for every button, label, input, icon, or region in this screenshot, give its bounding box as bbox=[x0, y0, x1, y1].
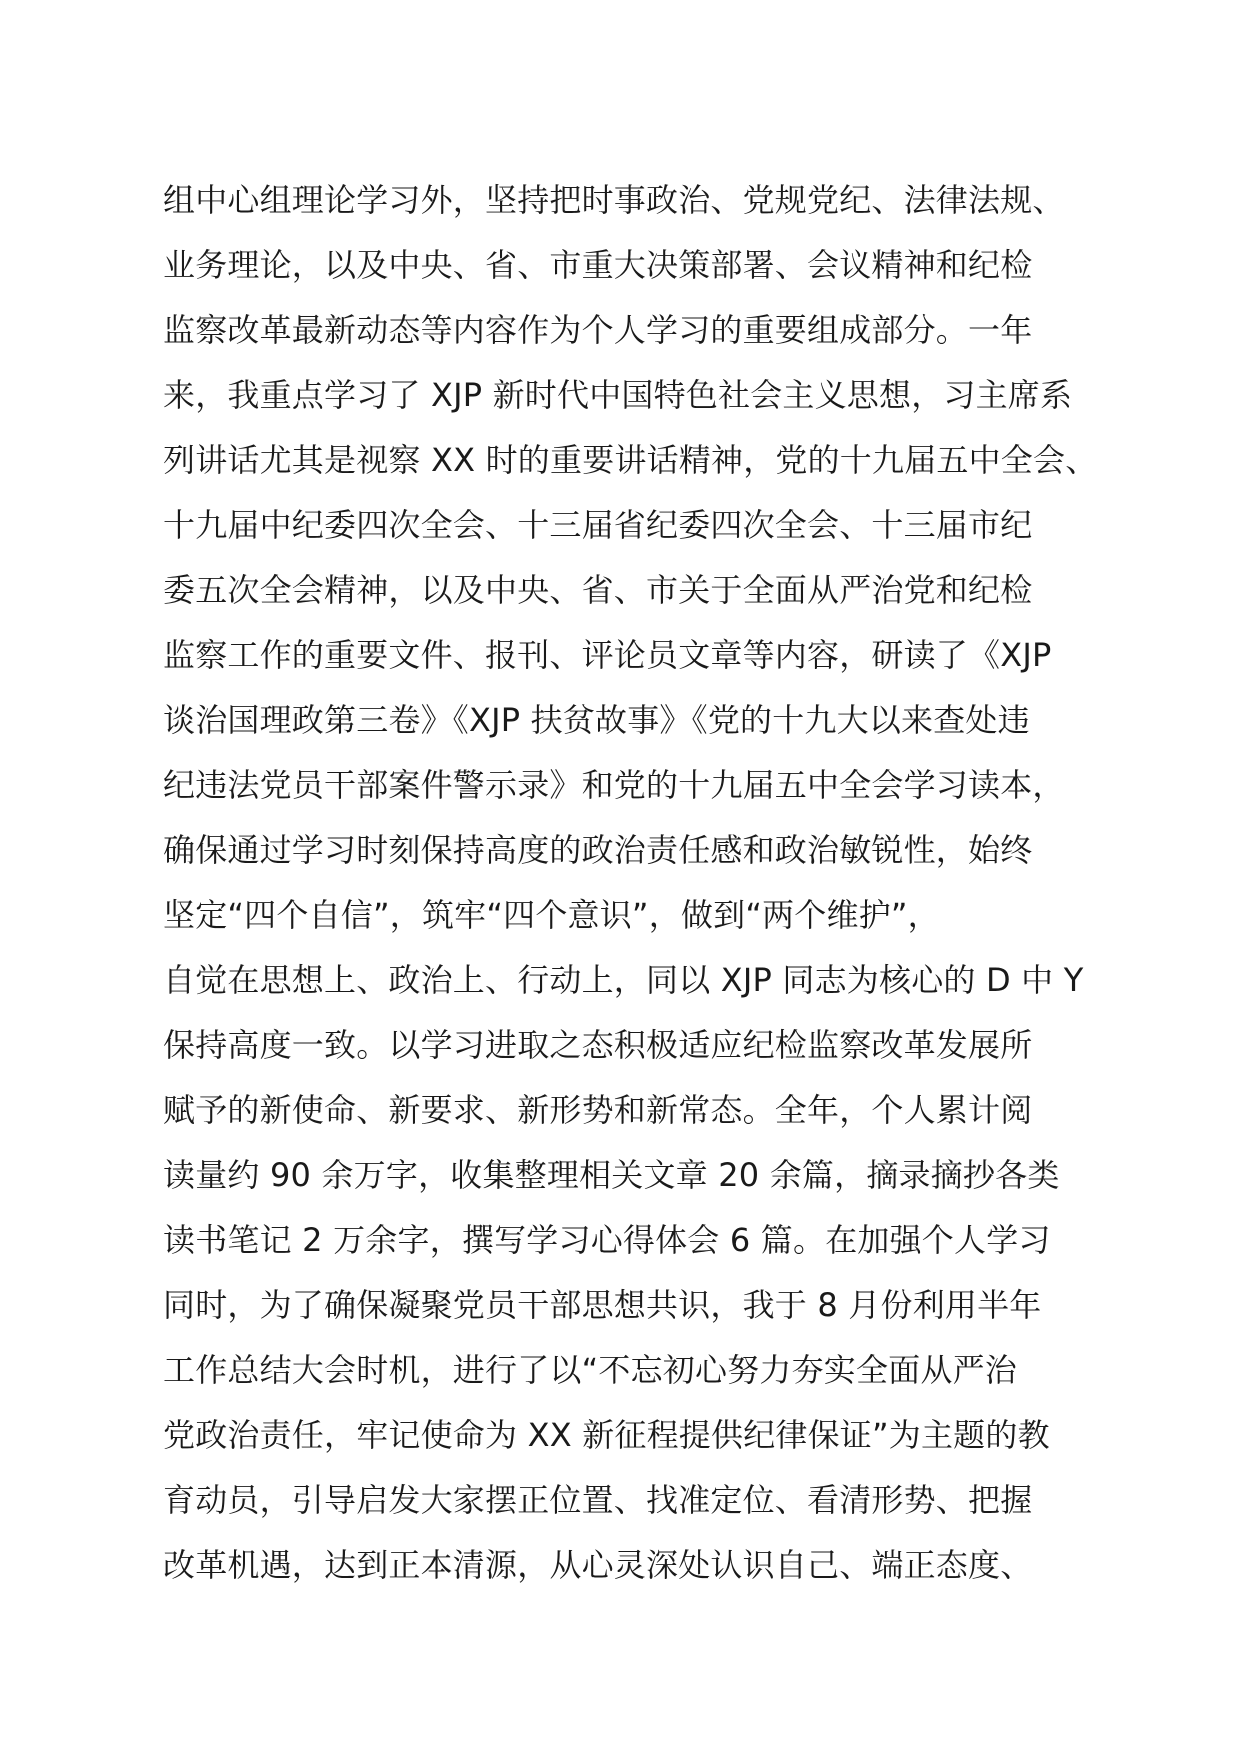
text-line: 读书笔记 2 万余字，撰写学习心得体会 6 篇。在加强个人学习 bbox=[163, 1221, 1051, 1259]
text-line: 监察工作的重要文件、报刊、评论员文章等内容，研读了《XJP bbox=[163, 636, 1052, 674]
text-line: 业务理论，以及中央、省、市重大决策部署、会议精神和纪检 bbox=[163, 246, 1033, 284]
text-line: 十九届中纪委四次全会、十三届省纪委四次全会、十三届市纪 bbox=[163, 506, 1033, 544]
text-line: 监察改革最新动态等内容作为个人学习的重要组成部分。一年 bbox=[163, 311, 1033, 349]
text-line: 保持高度一致。以学习进取之态积极适应纪检监察改革发展所 bbox=[163, 1026, 1033, 1064]
text-line: 自觉在思想上、政治上、行动上，同以 XJP 同志为核心的 D 中 Y bbox=[163, 961, 1084, 999]
text-line: 工作总结大会时机，进行了以“不忘初心努力夯实全面从严治 bbox=[163, 1351, 1017, 1389]
text-line: 纪违法党员干部案件警示录》和党的十九届五中全会学习读本， bbox=[163, 766, 1065, 804]
text-line: 党政治责任，牢记使命为 XX 新征程提供纪律保证”为主题的教 bbox=[163, 1416, 1050, 1454]
text-line: 赋予的新使命、新要求、新形势和新常态。全年，个人累计阅 bbox=[163, 1091, 1033, 1129]
text-line: 读量约 90 余万字，收集整理相关文章 20 余篇，摘录摘抄各类 bbox=[163, 1156, 1060, 1194]
text-line: 确保通过学习时刻保持高度的政治责任感和政治敏锐性，始终 bbox=[163, 831, 1033, 869]
text-line: 委五次全会精神，以及中央、省、市关于全面从严治党和纪检 bbox=[163, 571, 1033, 609]
text-line: 改革机遇，达到正本清源，从心灵深处认识自己、端正态度、 bbox=[163, 1546, 1033, 1584]
text-line: 同时，为了确保凝聚党员干部思想共识，我于 8 月份利用半年 bbox=[163, 1286, 1042, 1324]
body-paragraph bbox=[163, 168, 1123, 1598]
text-line: 列讲话尤其是视察 XX 时的重要讲话精神，党的十九届五中全会、 bbox=[163, 441, 1098, 479]
text-line: 坚定“四个自信”，筑牢“四个意识”，做到“两个维护”， bbox=[163, 896, 940, 934]
text-line: 育动员，引导启发大家摆正位置、找准定位、看清形势、把握 bbox=[163, 1481, 1033, 1519]
text-line: 组中心组理论学习外，坚持把时事政治、党规党纪、法律法规、 bbox=[163, 181, 1065, 219]
text-line: 谈治国理政第三卷》《XJP 扶贫故事》《党的十九大以来查处违 bbox=[163, 701, 1030, 739]
text-line: 来，我重点学习了 XJP 新时代中国特色社会主义思想，习主席系 bbox=[163, 376, 1073, 414]
